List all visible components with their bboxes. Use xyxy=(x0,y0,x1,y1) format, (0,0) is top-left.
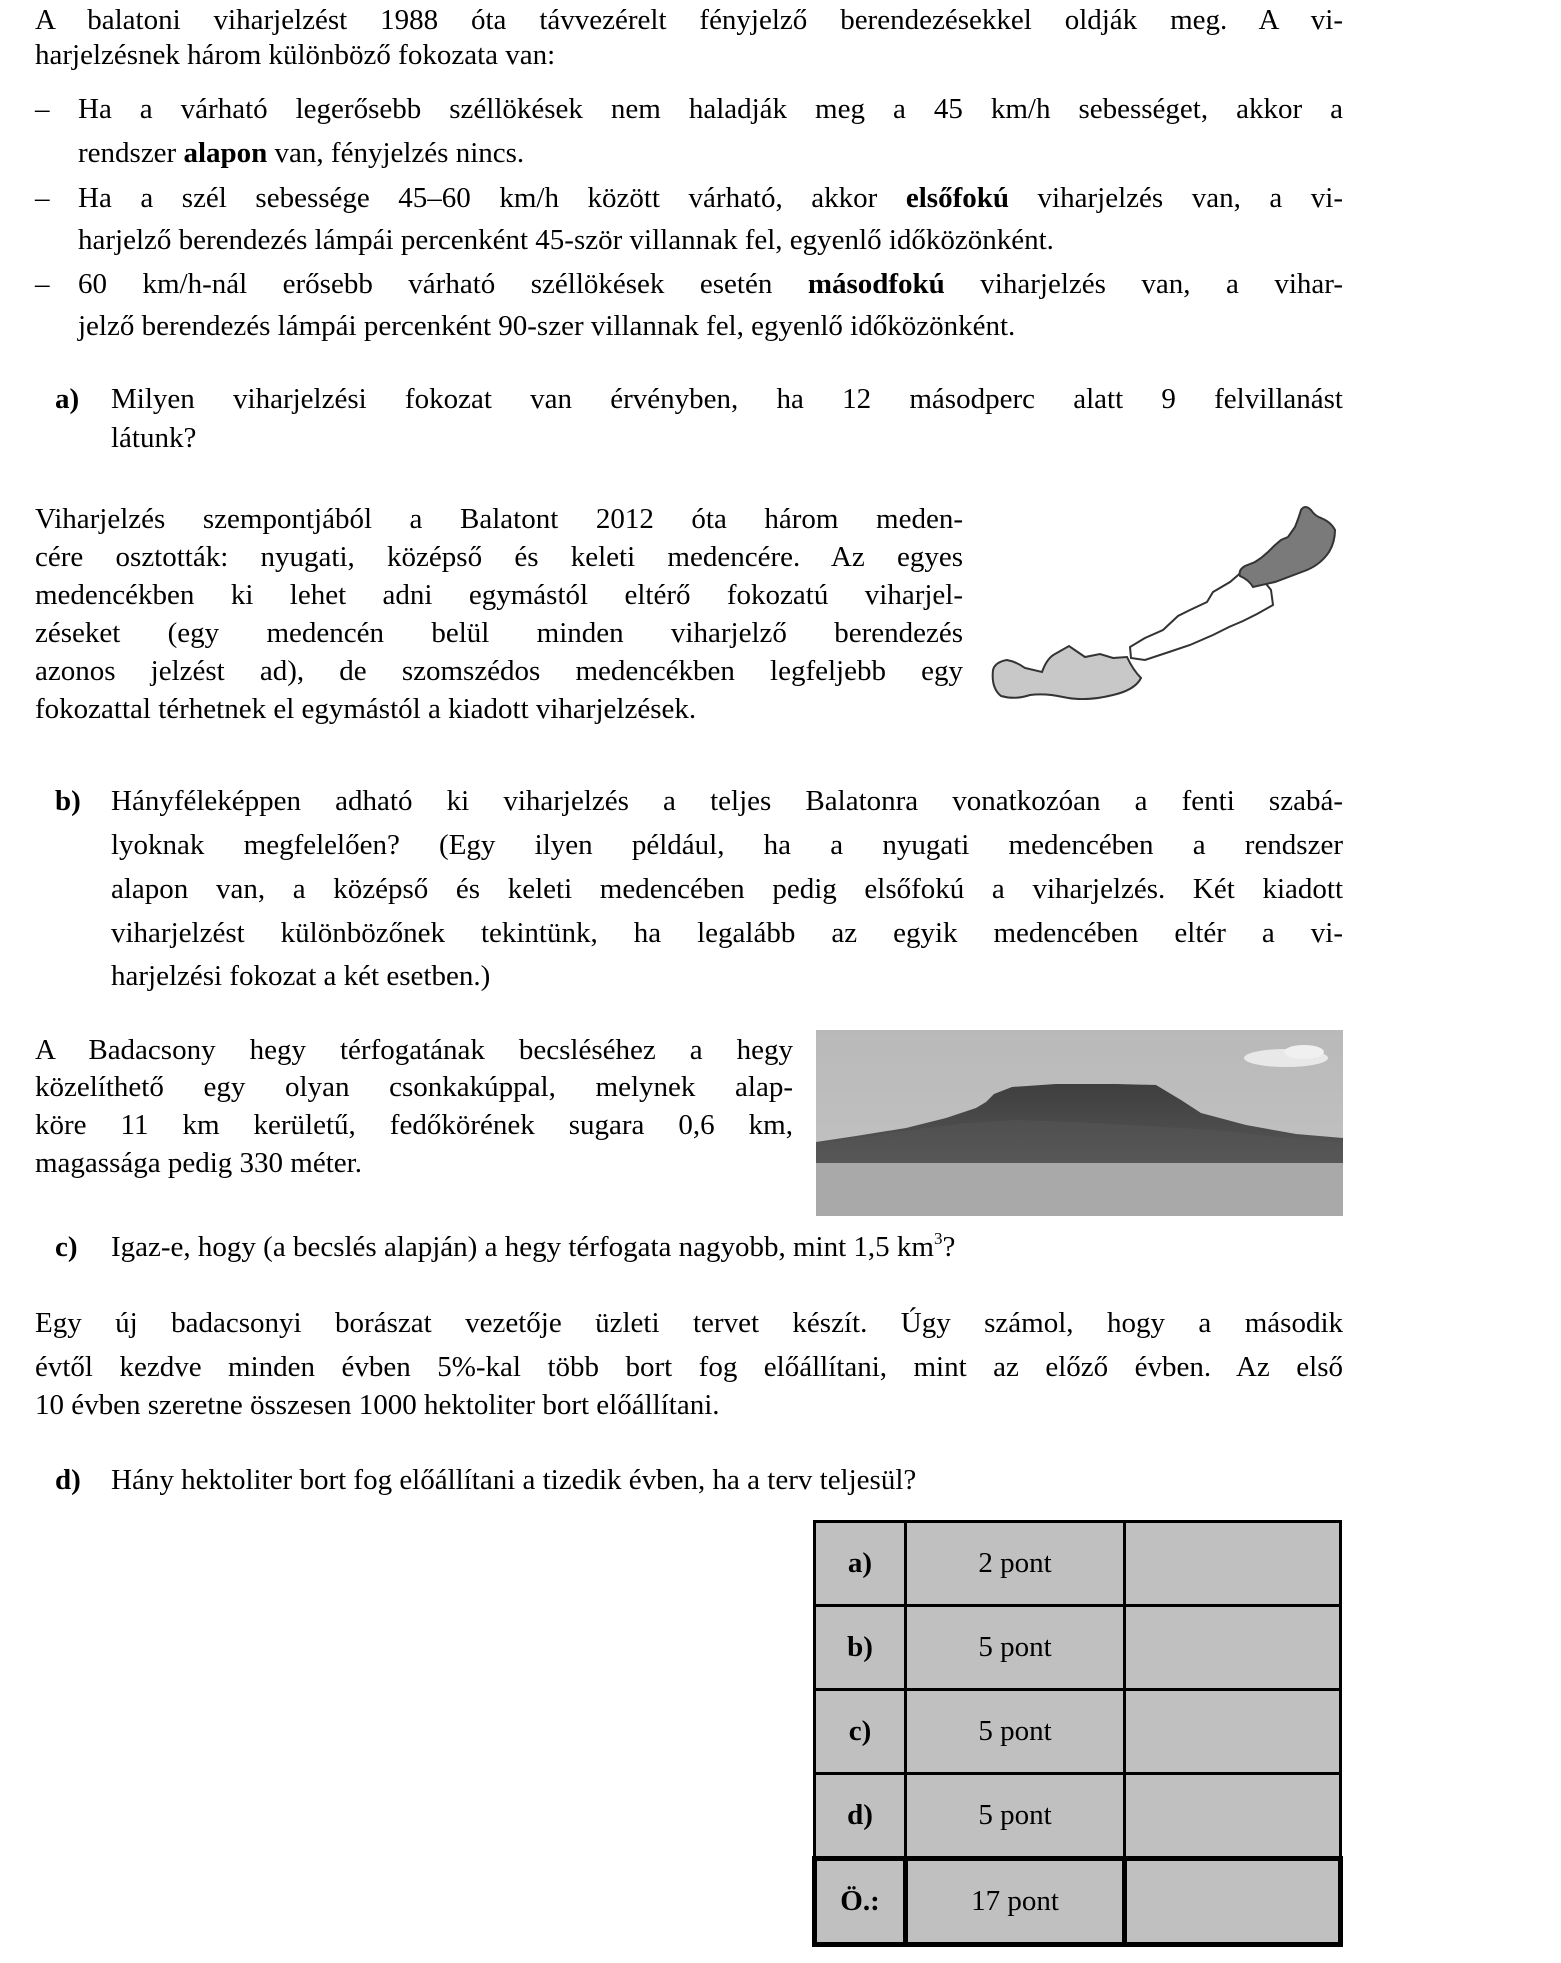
badacsony-line-3: köre 11 km kerületű, fedőkörének sugara 0,6 km, xyxy=(35,1109,793,1141)
bullet-2-line-2: harjelző berendezés lámpái percenként 45-ször villannak fel, egyenlő időközönként. xyxy=(78,224,1054,256)
intro-line-1: A balatoni viharjelzést 1988 óta távvezérelt fényjelző berendezésekkel oldják meg. A vi- xyxy=(35,4,1343,36)
map-east-basin xyxy=(1240,507,1335,587)
basins-line-1: Viharjelzés szempontjából a Balatont 2012 óta három meden- xyxy=(35,503,963,535)
question-b-line-2: lyoknak megfelelően? (Egy ilyen például, ha a nyugati medencében a rendszer xyxy=(111,829,1343,861)
score-part: c) xyxy=(815,1690,906,1774)
superscript-3: 3 xyxy=(933,1229,943,1248)
question-b-line-5: harjelzési fokozat a két esetben.) xyxy=(111,960,491,992)
photo-water xyxy=(816,1163,1343,1216)
question-b-line-4: viharjelzést különbözőnek tekintünk, ha legalább az egyik medencében eltér a vi- xyxy=(111,917,1343,949)
intro-line-2: harjelzésnek három különböző fokozata van: xyxy=(35,39,556,71)
bullet-1-line-2: rendszer alapon van, fényjelzés nincs. xyxy=(78,137,525,169)
balaton-basins-map xyxy=(985,490,1345,700)
score-earned-cell xyxy=(1125,1522,1341,1606)
question-a-line-1: Milyen viharjelzési fokozat van érvényben, ha 12 másodperc alatt 9 felvillanást xyxy=(111,383,1343,415)
badacsony-mountain-photo xyxy=(816,1030,1343,1216)
bullet-2-line-1: Ha a szél sebessége 45–60 km/h között várható, akkor elsőfokú viharjelzés van, a vi- xyxy=(78,182,1344,214)
winery-line-1: Egy új badacsonyi borászat vezetője üzleti tervet készít. Úgy számol, hogy a második xyxy=(35,1307,1343,1339)
score-part: b) xyxy=(815,1606,906,1690)
bullet-3-line-2: jelző berendezés lámpái percenként 90-szer villannak fel, egyenlő időközönként. xyxy=(78,310,1016,342)
bullet-dash-2: – xyxy=(35,182,50,214)
score-row-a xyxy=(815,1522,1341,1606)
score-max-points: 5 pont xyxy=(906,1690,1125,1774)
basins-line-3: medencékben ki lehet adni egymástól eltérő fokozatú viharjel- xyxy=(35,579,963,611)
score-max-points: 5 pont xyxy=(906,1606,1125,1690)
score-row-d xyxy=(815,1774,1341,1859)
question-c-text: Igaz-e, hogy (a becslés alapján) a hegy térfogata nagyobb, mint 1,5 $km^3$? xyxy=(111,1229,956,1263)
score-row-c xyxy=(815,1690,1341,1774)
basins-line-5: azonos jelzést ad), de szomszédos medencékben legfeljebb egy xyxy=(35,655,963,687)
basins-line-6: fokozattal térhetnek el egymástól a kiadott viharjelzések. xyxy=(35,693,697,725)
score-part: d) xyxy=(815,1774,906,1859)
question-a-label: a) xyxy=(55,383,80,415)
bullet-3-line-1: 60 km/h-nál erősebb várható széllökések esetén másodfokú viharjelzés van, a vihar- xyxy=(78,268,1343,300)
score-row-b xyxy=(815,1606,1341,1690)
score-max-points: 5 pont xyxy=(906,1774,1125,1859)
winery-line-2: évtől kezdve minden évben 5%-kal több bort fog előállítani, mint az előző évben. Az első xyxy=(35,1351,1343,1383)
score-total-points: 17 pont xyxy=(906,1859,1125,1945)
question-a-line-2: látunk? xyxy=(111,422,197,454)
question-d-text: Hány hektoliter bort fog előállítani a tizedik évben, ha a terv teljesül? xyxy=(111,1464,917,1496)
map-west-basin xyxy=(993,646,1141,699)
question-b-label: b) xyxy=(55,785,81,817)
score-earned-cell xyxy=(1125,1690,1341,1774)
badacsony-line-2: közelíthető egy olyan csonkakúppal, melynek alap- xyxy=(35,1071,793,1103)
question-b-line-1: Hányféleképpen adható ki viharjelzés a teljes Balatonra vonatkozóan a fenti szabá- xyxy=(111,785,1343,817)
winery-line-3: 10 évben szeretne összesen 1000 hektoliter bort előállítani. xyxy=(35,1389,720,1421)
score-earned-cell xyxy=(1125,1606,1341,1690)
term-elsofoku: elsőfokú xyxy=(905,182,1010,214)
bullet-1-line-1: Ha a várható legerősebb széllökések nem haladják meg a 45 km/h sebességet, akkor a xyxy=(78,93,1343,125)
term-alapon: alapon xyxy=(183,137,268,169)
badacsony-line-4: magassága pedig 330 méter. xyxy=(35,1147,362,1179)
score-part: a) xyxy=(815,1522,906,1606)
bullet-dash-3: – xyxy=(35,268,50,300)
badacsony-line-1: A Badacsony hegy térfogatának becsléséhez a hegy xyxy=(35,1034,793,1066)
term-masodfoku: másodfokú xyxy=(807,268,945,300)
bullet-dash-1: – xyxy=(35,93,50,125)
question-b-line-3: alapon van, a középső és keleti medencében pedig elsőfokú a viharjelzés. Két kiadott xyxy=(111,873,1343,905)
score-total-earned-cell xyxy=(1125,1859,1341,1945)
basins-line-2: cére osztották: nyugati, középső és keleti medencére. Az egyes xyxy=(35,541,963,573)
score-max-points: 2 pont xyxy=(906,1522,1125,1606)
question-d-label: d) xyxy=(55,1464,81,1496)
score-earned-cell xyxy=(1125,1774,1341,1859)
score-row-total xyxy=(815,1859,1341,1945)
score-table xyxy=(812,1520,1343,1947)
basins-line-4: zéseket (egy medencén belül minden viharjelző berendezés xyxy=(35,617,963,649)
question-c-label: c) xyxy=(55,1231,78,1263)
score-total-label: Ö.: xyxy=(815,1859,906,1945)
